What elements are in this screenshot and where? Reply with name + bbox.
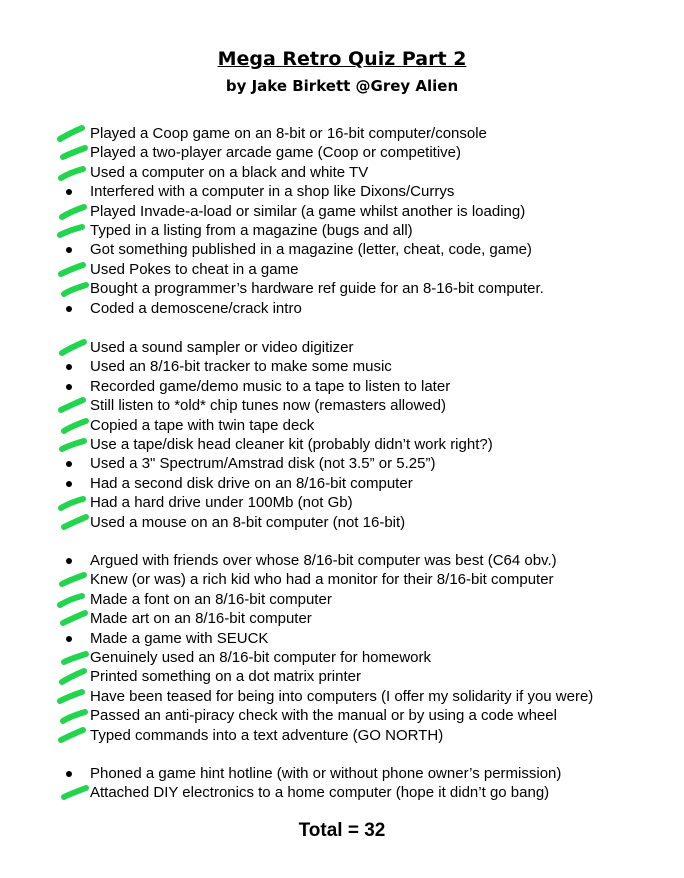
bullet-icon bbox=[66, 461, 72, 467]
author-byline: by Jake Birkett @Grey Alien bbox=[225, 77, 459, 95]
green-check-mark-icon bbox=[0, 221, 100, 241]
quiz-item bbox=[0, 726, 684, 746]
quiz-item-text: Used a sound sampler or video digitizer bbox=[90, 339, 354, 356]
quiz-item bbox=[0, 609, 684, 629]
quiz-item bbox=[0, 764, 684, 784]
quiz-item-text: Interfered with a computer in a shop like Dixons/Currys bbox=[90, 183, 455, 201]
quiz-item bbox=[0, 706, 684, 726]
green-check-mark-icon bbox=[0, 202, 100, 222]
green-check-mark-icon bbox=[0, 279, 100, 299]
bullet-icon bbox=[66, 771, 72, 777]
quiz-item-text: Used an 8/16-bit tracker to make some music bbox=[90, 358, 392, 376]
quiz-item-text: Copied a tape with twin tape deck bbox=[90, 416, 315, 434]
quiz-item bbox=[0, 493, 684, 513]
quiz-item-text: Bought a programmer’s hardware ref guide for an 8-16-bit computer. bbox=[90, 280, 544, 298]
green-check-mark-icon bbox=[0, 590, 100, 610]
quiz-item bbox=[0, 143, 684, 163]
quiz-item bbox=[0, 570, 684, 590]
quiz-item bbox=[0, 396, 684, 416]
green-check-mark-icon bbox=[0, 416, 100, 436]
quiz-item bbox=[0, 338, 684, 358]
quiz-item-text: Knew (or was) a rich kid who had a monitor for their 8/16-bit computer bbox=[90, 571, 554, 589]
bullet-icon bbox=[66, 558, 72, 564]
quiz-item-text: Used a computer on a black and white TV bbox=[90, 163, 369, 181]
bullet-icon bbox=[66, 384, 72, 390]
total-score: Total = 32 bbox=[298, 820, 386, 841]
green-check-mark-icon bbox=[0, 726, 100, 746]
green-check-mark-icon bbox=[0, 260, 100, 280]
bullet-icon bbox=[66, 636, 72, 642]
quiz-item bbox=[0, 299, 684, 319]
quiz-item-text: Have been teased for being into computers (I offer my solidarity if you were) bbox=[90, 687, 594, 705]
green-check-mark-icon bbox=[0, 570, 100, 590]
green-check-mark-icon bbox=[0, 493, 100, 513]
quiz-item bbox=[0, 163, 684, 183]
quiz-item bbox=[0, 416, 684, 436]
quiz-item-text: Recorded game/demo music to a tape to listen to later bbox=[90, 377, 451, 395]
quiz-item-text: Made a game with SEUCK bbox=[90, 629, 269, 647]
quiz-item bbox=[0, 260, 684, 280]
quiz-item bbox=[0, 629, 684, 649]
quiz-item bbox=[0, 182, 684, 202]
quiz-item-text: Made art on an 8/16-bit computer bbox=[90, 610, 312, 628]
quiz-item-text: Played Invade-a-load or similar (a game whilst another is loading) bbox=[90, 202, 526, 220]
quiz-item-text: Argued with friends over whose 8/16-bit computer was best (C64 obv.) bbox=[90, 552, 557, 569]
quiz-item bbox=[0, 783, 684, 803]
quiz-item-text: Genuinely used an 8/16-bit computer for homework bbox=[90, 649, 432, 666]
green-check-mark-icon bbox=[0, 667, 100, 687]
quiz-item-text: Coded a demoscene/crack intro bbox=[90, 299, 302, 317]
quiz-item bbox=[0, 648, 684, 668]
quiz-item-text: Used a 3" Spectrum/Amstrad disk (not 3.5” or 5.25”) bbox=[90, 455, 436, 473]
quiz-item-text: Passed an anti-piracy check with the manual or by using a code wheel bbox=[90, 707, 557, 725]
green-check-mark-icon bbox=[0, 396, 100, 416]
quiz-item-text: Used Pokes to cheat in a game bbox=[90, 260, 299, 278]
quiz-item bbox=[0, 435, 684, 455]
quiz-item-text: Made a font on an 8/16-bit computer bbox=[90, 590, 332, 608]
quiz-item-text: Had a hard drive under 100Mb (not Gb) bbox=[90, 494, 353, 512]
quiz-item-text: Typed commands into a text adventure (GO NORTH) bbox=[90, 726, 444, 744]
quiz-item bbox=[0, 687, 684, 707]
quiz-item bbox=[0, 202, 684, 222]
quiz-item bbox=[0, 551, 684, 571]
green-check-mark-icon bbox=[0, 513, 100, 533]
quiz-item-text: Played a Coop game on an 8-bit or 16-bit computer/console bbox=[90, 125, 487, 142]
quiz-item-text: Attached DIY electronics to a home computer (hope it didn’t go bang) bbox=[90, 784, 550, 802]
quiz-item bbox=[0, 221, 684, 241]
green-check-mark-icon bbox=[0, 124, 100, 144]
bullet-icon bbox=[66, 189, 72, 195]
green-check-mark-icon bbox=[0, 648, 100, 668]
green-check-mark-icon bbox=[0, 609, 100, 629]
green-check-mark-icon bbox=[0, 783, 100, 803]
quiz-item-text: Phoned a game hint hotline (with or without phone owner’s permission) bbox=[90, 765, 562, 782]
green-check-mark-icon bbox=[0, 706, 100, 726]
quiz-item-text: Got something published in a magazine (letter, cheat, code, game) bbox=[90, 241, 532, 259]
quiz-item bbox=[0, 357, 684, 377]
quiz-item bbox=[0, 667, 684, 687]
bullet-icon bbox=[66, 481, 72, 487]
quiz-item-text: Typed in a listing from a magazine (bugs and all) bbox=[90, 222, 413, 239]
green-check-mark-icon bbox=[0, 163, 100, 183]
quiz-item bbox=[0, 513, 684, 533]
quiz-item bbox=[0, 590, 684, 610]
green-check-mark-icon bbox=[0, 435, 100, 455]
quiz-item bbox=[0, 377, 684, 397]
quiz-item-text: Had a second disk drive on an 8/16-bit computer bbox=[90, 474, 413, 492]
bullet-icon bbox=[66, 247, 72, 253]
green-check-mark-icon bbox=[0, 143, 100, 163]
quiz-item-text: Used a mouse on an 8-bit computer (not 16-bit) bbox=[90, 513, 406, 531]
quiz-item-text: Use a tape/disk head cleaner kit (probably didn’t work right?) bbox=[90, 436, 493, 453]
green-check-mark-icon bbox=[0, 687, 100, 707]
quiz-item bbox=[0, 279, 684, 299]
quiz-item-text: Still listen to *old* chip tunes now (remasters allowed) bbox=[90, 397, 446, 415]
quiz-item-text: Printed something on a dot matrix printer bbox=[90, 668, 361, 686]
quiz-item bbox=[0, 474, 684, 494]
bullet-icon bbox=[66, 306, 72, 312]
quiz-item bbox=[0, 454, 684, 474]
green-check-mark-icon bbox=[0, 338, 100, 358]
quiz-item bbox=[0, 240, 684, 260]
quiz-item-text: Played a two-player arcade game (Coop or competitive) bbox=[90, 144, 462, 162]
bullet-icon bbox=[66, 364, 72, 370]
quiz-item bbox=[0, 124, 684, 144]
page-title: Mega Retro Quiz Part 2 bbox=[217, 48, 467, 70]
